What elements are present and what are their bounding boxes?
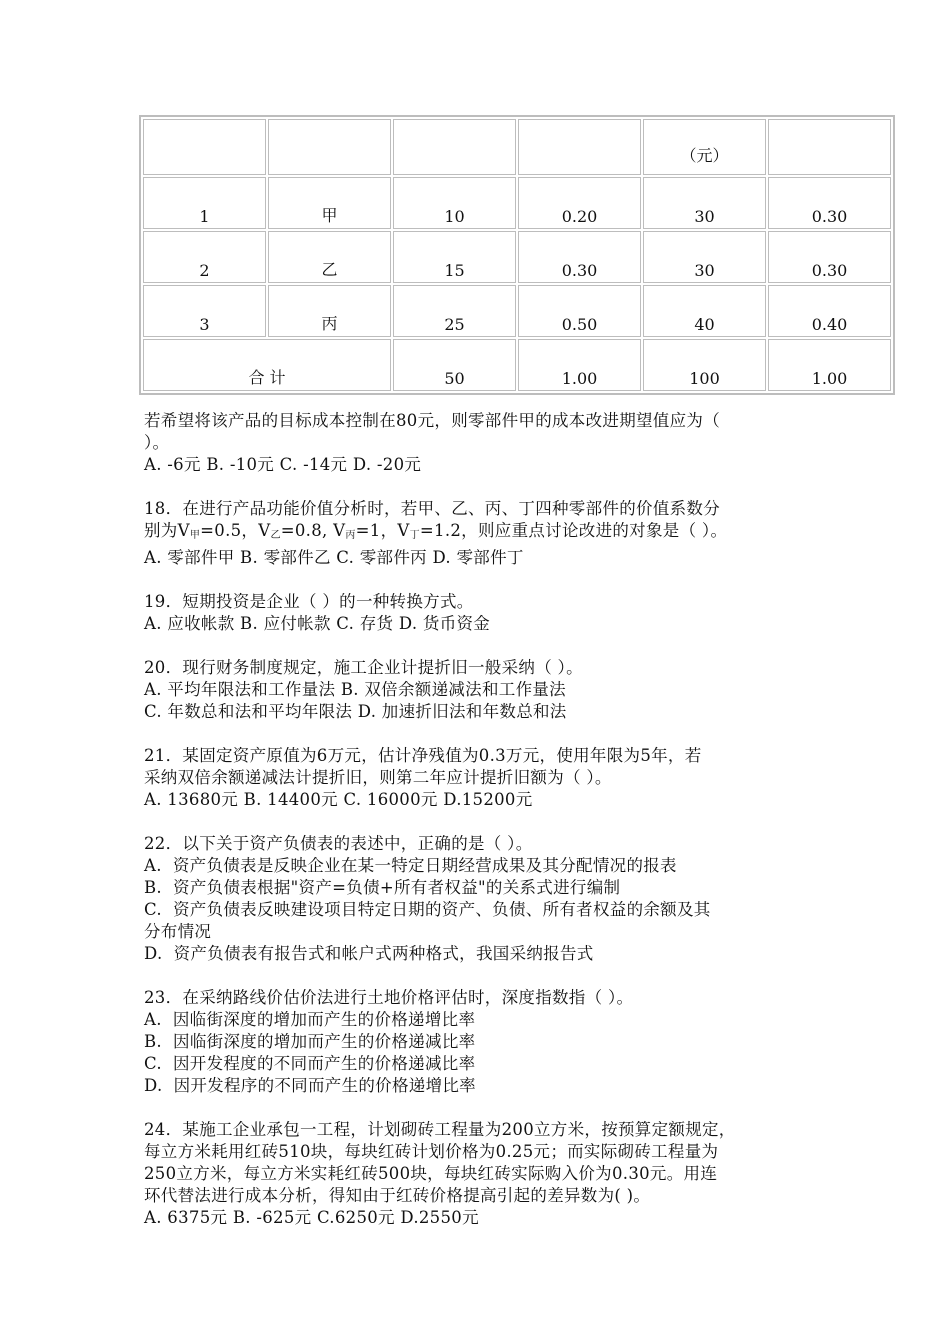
question-21 [144,745,814,811]
cell-value: 40 [643,285,766,337]
header-cell-unit: （元） [643,119,766,175]
total-value: 100 [643,339,766,391]
total-value: 50 [393,339,516,391]
total-value: 1.00 [768,339,891,391]
text-segment: =1，V [355,521,410,540]
text-segment: =1.2，则应重点讨论改进的对象是（ ）。 [419,521,728,540]
subscript: 甲 [189,530,201,541]
option-b: B. 因临街深度的增加而产生的价格递减比率 [144,1032,476,1051]
header-cell [518,119,641,175]
question-options: A. 13680元 B. 14400元 C. 16000元 D.15200元 [144,790,533,809]
question-24 [144,1119,814,1229]
subscript: 乙 [270,530,281,541]
header-cell [768,119,891,175]
question-options: A. 零部件甲 B. 零部件乙 C. 零部件丙 D. 零部件丁 [144,548,524,567]
cell-value: 0.30 [768,177,891,229]
question-text: 环代替法进行成本分析，得知由于红砖价格提高引起的差异数为( )。 [144,1186,651,1205]
table-row [143,285,891,337]
question-options: A. 应收帐款 B. 应付帐款 C. 存货 D. 货币资金 [144,614,491,633]
question-options: A. 6375元 B. -625元 C.6250元 D.2550元 [144,1208,479,1227]
question-options: A. 平均年限法和工作量法 B. 双倍余额递减法和工作量法 [144,680,566,699]
question-text: 20．现行财务制度规定，施工企业计提折旧一般采纳（ ）。 [144,658,583,677]
question-list [144,410,814,1251]
question-23 [144,987,814,1097]
option-c: C. 因开发程度的不同而产生的价格递减比率 [144,1054,476,1073]
header-cell [268,119,391,175]
option-a: A. 资产负债表是反映企业在某一特定日期经营成果及其分配情况的报表 [144,856,677,875]
question-19 [144,591,814,635]
cell-value: 0.20 [518,177,641,229]
question-20 [144,657,814,723]
table-row [143,231,891,283]
question-text: 若希望将该产品的目标成本控制在80元，则零部件甲的成本改进期望值应为（ [144,411,720,430]
option-c: C. 资产负债表反映建设项目特定日期的资产、负债、所有者权益的余额及其 [144,900,711,919]
total-value: 1.00 [518,339,641,391]
option-a: A. 因临街深度的增加而产生的价格递增比率 [144,1010,476,1029]
question-text: 21．某固定资产原值为6万元，估计净残值为0.3万元，使用年限为5年，若 [144,746,702,765]
option-d: D. 因开发程序的不同而产生的价格递增比率 [144,1076,476,1095]
header-cell [393,119,516,175]
question-text: 23．在采纳路线价估价法进行土地价格评估时，深度指数指（ ）。 [144,988,634,1007]
question-text: 18．在进行产品功能价值分析时，若甲、乙、丙、丁四种零部件的价值系数分 [144,499,720,518]
question-options: C. 年数总和法和平均年限法 D. 加速折旧法和年数总和法 [144,702,567,721]
question-22 [144,833,814,965]
text-segment: =0.5，V [200,521,271,540]
option-d: D. 资产负债表有报告式和帐户式两种格式，我国采纳报告式 [144,944,594,963]
total-label: 合 计 [143,339,391,391]
cell-index: 1 [143,177,266,229]
question-text: 24．某施工企业承包一工程，计划砌砖工程量为200立方米，按预算定额规定， [144,1120,736,1139]
cell-index: 3 [143,285,266,337]
text-segment: =0.8, V [280,521,346,540]
text-segment: 别为V [144,521,190,540]
subscript: 丁 [409,530,420,541]
question-18 [144,498,814,569]
cell-value: 15 [393,231,516,283]
question-text: ）。 [144,433,170,452]
cell-value: 10 [393,177,516,229]
component-table [139,115,895,395]
cell-part: 乙 [268,231,391,283]
question-17 [144,410,814,476]
question-options: A. -6元 B. -10元 C. -14元 D. -20元 [144,455,422,474]
cell-part: 甲 [268,177,391,229]
option-c-cont: 分布情况 [144,922,212,941]
cell-value: 30 [643,177,766,229]
cell-value: 30 [643,231,766,283]
question-text: 250立方米，每立方米实耗红砖500块，每块红砖实际购入价为0.30元。用连 [144,1164,718,1183]
header-cell [143,119,266,175]
cell-value: 25 [393,285,516,337]
option-b: B. 资产负债表根据"资产=负债+所有者权益"的关系式进行编制 [144,878,621,897]
table-total-row [143,339,891,391]
question-text: 22．以下关于资产负债表的表述中，正确的是（ ）。 [144,834,533,853]
question-text: 19．短期投资是企业（ ）的一种转换方式。 [144,592,474,611]
table-header-row [143,119,891,175]
question-text [144,520,814,547]
cell-index: 2 [143,231,266,283]
subscript: 丙 [345,530,356,541]
question-text: 采纳双倍余额递减法计提折旧，则第二年应计提折旧额为（ ）。 [144,768,612,787]
cell-value: 0.50 [518,285,641,337]
cell-value: 0.30 [518,231,641,283]
cell-part: 丙 [268,285,391,337]
table-row [143,177,891,229]
cell-value: 0.30 [768,231,891,283]
cell-value: 0.40 [768,285,891,337]
question-text: 每立方米耗用红砖510块，每块红砖计划价格为0.25元；而实际砌砖工程量为 [144,1142,719,1161]
